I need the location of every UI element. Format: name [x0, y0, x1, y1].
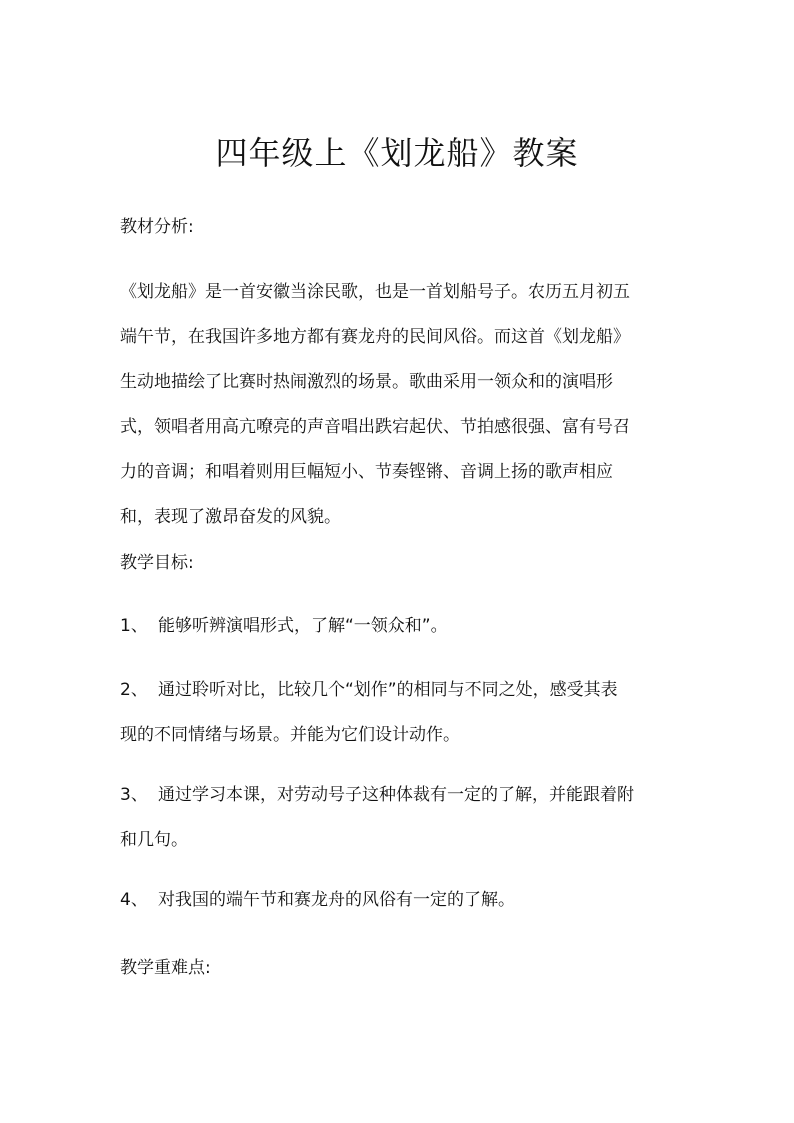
analysis-paragraph [120, 270, 680, 540]
paragraph-line: 端午节，在我国许多地方都有赛龙舟的民间风俗。而这首《划龙船》 [120, 327, 630, 347]
goal-number: 1、 [120, 616, 148, 636]
paragraph-line: 和，表现了激昂奋发的风貌。 [120, 507, 341, 527]
goal-text: 对我国的端午节和赛龙舟的风俗有一定的了解。 [158, 890, 515, 910]
goal-text: 通过聆听对比，比较几个“划作”的相同与不同之处，感受其表 [158, 680, 618, 700]
section-heading-goals: 教学目标: [120, 553, 194, 573]
goal-text: 通过学习本课，对劳动号子这种体裁有一定的了解，并能跟着附 [158, 785, 634, 805]
goal-text: 能够听辨演唱形式，了解“一领众和”。 [158, 616, 448, 636]
goal-text: 现的不同情绪与场景。并能为它们设计动作。 [120, 725, 460, 745]
document-title: 四年级上《划龙船》教案 [215, 134, 579, 172]
section-heading-difficulty: 教学重难点: [120, 958, 211, 978]
goal-number: 4、 [120, 890, 148, 910]
goal-item-3 [120, 773, 680, 863]
goal-text: 和几句。 [120, 830, 188, 850]
goal-item-4 [120, 878, 680, 923]
goal-number: 3、 [120, 785, 148, 805]
paragraph-line: 力的音调；和唱着则用巨幅短小、节奏铿锵、音调上扬的歌声相应 [120, 462, 613, 482]
paragraph-line: 生动地描绘了比赛时热闹激烈的场景。歌曲采用一领众和的演唱形 [120, 372, 613, 392]
goal-number: 2、 [120, 680, 148, 700]
paragraph-line: 式，领唱者用高亢嘹亮的声音唱出跌宕起伏、节拍感很强、富有号召 [120, 417, 630, 437]
paragraph-line: 《划龙船》是一首安徽当涂民歌，也是一首划船号子。农历五月初五 [120, 282, 630, 302]
goal-item-1 [120, 604, 680, 649]
section-heading-analysis: 教材分析: [120, 217, 194, 237]
goal-item-2 [120, 668, 680, 758]
